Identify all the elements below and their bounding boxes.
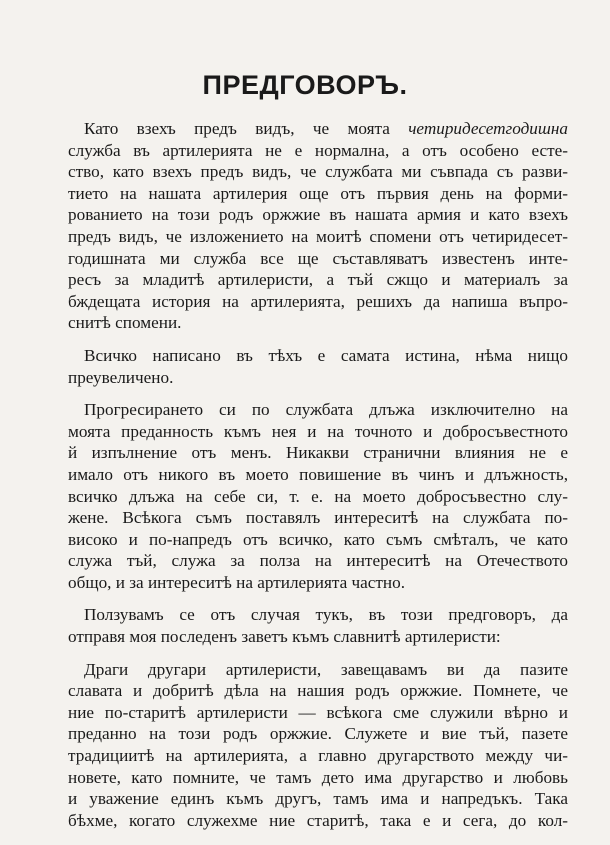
- paragraph: [68, 118, 568, 334]
- text-line: Всичко написано въ тѣхъ е самата истина, нѣма нищо: [84, 345, 568, 365]
- text-line: предъ видъ, че изложението на моитѣ спомени отъ четиридесет-: [68, 226, 568, 246]
- emphasized-word: четиридесетгодишна: [408, 119, 568, 138]
- text-line: ние по-старитѣ артилеристи — всѣкога сме служили вѣрно и: [68, 702, 568, 722]
- text-line: имало отъ никого въ моето повишение въ чинъ и длъжность,: [68, 464, 568, 484]
- text-line: славата и добритѣ дѣла на нашия родъ оржжие. Помнете, че: [68, 681, 568, 701]
- text-line: новете, като помните, че тамъ дето има другарство и любовь: [68, 767, 568, 787]
- text-line: Драги другари артилеристи, завещавамъ ви да пазите: [84, 659, 568, 679]
- text-line: Ползувамъ се отъ случая тукъ, въ този предговоръ, да: [84, 605, 568, 625]
- text-line: общо, и за интереситѣ на артилерията частно.: [68, 572, 406, 592]
- text-line: преданно на този родъ оржжие. Служете и вие тъй, пазете: [68, 724, 568, 744]
- text-line: високо и по-напредъ отъ всичко, като съмъ смѣталъ, че като: [68, 529, 568, 549]
- text-line: бждещата история на артилерията, решихъ да напиша въпро-: [68, 291, 568, 311]
- text-line: бѣхме, когато служехме ние старитѣ, така е и сега, до кол-: [68, 810, 568, 830]
- text-line: ство, като взехъ предъ видъ, че службата ми съвпада съ разви-: [68, 162, 568, 182]
- text-line: и уважение единъ къмъ другъ, тамъ има и напредъкъ. Така: [68, 789, 568, 809]
- text-line: традициитѣ на артилерията, а главно другарството между чи-: [68, 746, 568, 766]
- text-line: всичко длъжа на себе си, т. е. на моето добросъвестно слу-: [68, 486, 568, 506]
- text-line: й изпълнение отъ менъ. Никакви странични влияния не е: [68, 443, 568, 463]
- text-line: тието на нашата артилерия още отъ първия день на форми-: [68, 183, 568, 203]
- text-line: ресъ за младитѣ артилеристи, а тъй сжщо и материалъ за: [68, 270, 568, 290]
- paragraph: [68, 345, 568, 388]
- text-line: Като взехъ предъ видъ, че моята четиридесетгодишна: [84, 119, 568, 138]
- text-line: снитѣ спомени.: [68, 313, 182, 333]
- paragraph: [68, 659, 568, 832]
- text-line: рованието на този родъ оржжие въ нашата армия и като взехъ: [68, 205, 568, 225]
- text-line: преувеличено.: [68, 367, 174, 387]
- text-line: служба въ артилерията не е нормална, а отъ особено есте-: [68, 140, 568, 160]
- document-body: [68, 118, 568, 842]
- text-line: отправя моя последенъ заветъ къмъ славнитѣ артилеристи:: [68, 627, 501, 647]
- text-line: Прогресирането си по службата длъжа изключително на: [84, 400, 568, 420]
- text-line: жене. Всѣкога съмъ поставялъ интереситѣ на службата по-: [68, 508, 568, 528]
- page-title: ПРЕДГОВОРЪ.: [202, 70, 408, 100]
- text-line: служа тъй, служа за полза на интереситѣ на Отечеството: [68, 551, 568, 571]
- text-line: годишната ми служба все ще съставляватъ известенъ инте-: [68, 248, 568, 268]
- paragraph: [68, 399, 568, 593]
- paragraph: [68, 604, 568, 647]
- text-line: моята преданность къмъ нея и на точното и добросъвестното: [68, 421, 568, 441]
